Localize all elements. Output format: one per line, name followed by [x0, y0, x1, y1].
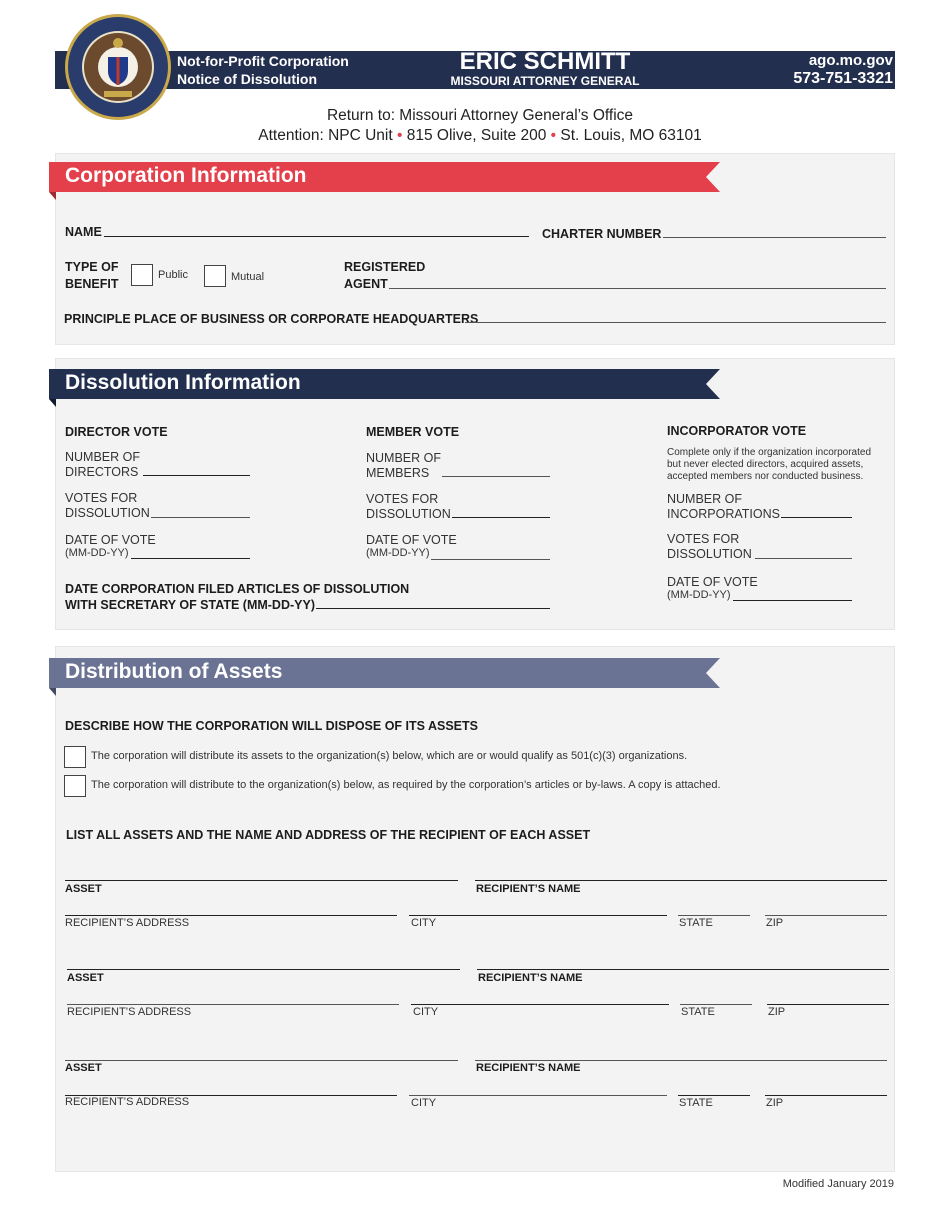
director-votes-for-label-2: DISSOLUTION [65, 506, 150, 520]
name-label: NAME [65, 225, 102, 239]
headquarters-label: PRINCIPLE PLACE OF BUSINESS OR CORPORATE HEADQUARTERS [64, 312, 479, 326]
num-directors-label-1: NUMBER OF [65, 450, 140, 464]
recipient-address-label: RECIPIENT’S ADDRESS [65, 917, 190, 929]
return-address-line [0, 127, 950, 145]
type-of-benefit-label-1: TYPE OF [65, 260, 119, 274]
public-label: Public [158, 269, 188, 281]
num-directors-field[interactable] [143, 475, 250, 476]
city-field[interactable] [409, 1095, 667, 1096]
num-members-field[interactable] [442, 476, 550, 477]
num-directors-label-2: DIRECTORS [65, 465, 139, 479]
member-vote-heading: MEMBER VOTE [366, 425, 460, 439]
street-address: 815 Olive, Suite 200 [406, 127, 547, 144]
mutual-checkbox[interactable] [204, 265, 226, 287]
state-field[interactable] [678, 915, 750, 916]
state-field[interactable] [680, 1004, 752, 1005]
form-title-line1: Not-for-Profit Corporation [177, 53, 349, 69]
form-title-line2: Notice of Dissolution [177, 71, 317, 87]
asset-label: ASSET [67, 972, 104, 984]
incorporator-vote-heading: INCORPORATOR VOTE [667, 424, 807, 438]
inc-votes-for-field[interactable] [755, 558, 852, 559]
charter-number-field[interactable] [663, 237, 886, 238]
recipient-name-label: RECIPIENT’S NAME [476, 883, 581, 895]
option-501c3-checkbox[interactable] [64, 746, 86, 768]
incorporator-note-1: Complete only if the organization incorporated [667, 447, 872, 458]
member-date-field[interactable] [431, 559, 550, 560]
charter-number-label: CHARTER NUMBER [542, 227, 662, 241]
city-field[interactable] [409, 915, 667, 916]
public-checkbox[interactable] [131, 264, 153, 286]
asset-label: ASSET [65, 1062, 102, 1074]
recipient-address-field[interactable] [65, 915, 397, 916]
city-label: CITY [411, 917, 437, 929]
state-label: STATE [681, 1006, 715, 1018]
member-votes-for-field[interactable] [452, 517, 550, 518]
asset-field[interactable] [65, 880, 458, 881]
num-incorporations-label-1: NUMBER OF [667, 492, 742, 506]
assets-title: Distribution of Assets [65, 660, 283, 683]
director-vote-heading: DIRECTOR VOTE [65, 425, 168, 439]
inc-date-format: (MM-DD-YY) [667, 589, 731, 601]
asset-label: ASSET [65, 883, 102, 895]
zip-label: ZIP [768, 1006, 786, 1018]
registered-agent-label-1: REGISTERED [344, 260, 426, 274]
filed-date-label-1: DATE CORPORATION FILED ARTICLES OF DISSOLUTION [65, 582, 410, 596]
phone: 573-751-3321 [793, 70, 893, 87]
zip-field[interactable] [765, 915, 887, 916]
city-state-zip: St. Louis, MO 63101 [560, 127, 702, 144]
director-votes-for-field[interactable] [151, 517, 250, 518]
recipient-name-label: RECIPIENT’S NAME [476, 1062, 581, 1074]
recipient-address-label: RECIPIENT’S ADDRESS [65, 1096, 190, 1108]
option-bylaws-checkbox[interactable] [64, 775, 86, 797]
director-votes-for-label-1: VOTES FOR [65, 491, 138, 505]
member-votes-for-label-2: DISSOLUTION [366, 507, 451, 521]
attention: Attention: NPC Unit [258, 127, 393, 144]
type-of-benefit-label-2: BENEFIT [65, 277, 119, 291]
incorporator-note-2: but never elected directors, acquired assets, [667, 459, 864, 470]
option-bylaws-label: The corporation will distribute to the organization(s) below, as required by the corporation’s articles or by-laws. A copy is attached. [91, 779, 721, 791]
num-members-label-1: NUMBER OF [366, 451, 441, 465]
corporation-banner [49, 162, 720, 192]
recipient-name-label: RECIPIENT’S NAME [478, 972, 583, 984]
member-date-format: (MM-DD-YY) [366, 547, 430, 559]
inc-date-label: DATE OF VOTE [667, 575, 758, 589]
headquarters-field[interactable] [465, 322, 886, 323]
dissolution-title: Dissolution Information [65, 371, 301, 394]
official-office: MISSOURI ATTORNEY GENERAL [450, 74, 640, 88]
director-date-label: DATE OF VOTE [65, 533, 156, 547]
list-assets-heading: LIST ALL ASSETS AND THE NAME AND ADDRESS OF THE RECIPIENT OF EACH ASSET [66, 828, 591, 842]
describe-heading: DESCRIBE HOW THE CORPORATION WILL DISPOSE OF ITS ASSETS [65, 719, 478, 733]
option-501c3-label: The corporation will distribute its assets to the organization(s) below, which are or would qualify as 501(c)(3) organizations. [91, 750, 688, 762]
member-votes-for-label-1: VOTES FOR [366, 492, 439, 506]
zip-label: ZIP [766, 1097, 784, 1109]
state-label: STATE [679, 917, 713, 929]
registered-agent-field[interactable] [389, 288, 886, 289]
state-label: STATE [679, 1097, 713, 1109]
asset-field[interactable] [65, 1060, 458, 1061]
recipient-address-label: RECIPIENT’S ADDRESS [67, 1006, 192, 1018]
state-field[interactable] [678, 1095, 750, 1096]
website: ago.mo.gov [808, 52, 893, 69]
bullet-2: • [550, 127, 557, 144]
member-date-label: DATE OF VOTE [366, 533, 457, 547]
registered-agent-label-2: AGENT [344, 277, 388, 291]
director-date-field[interactable] [131, 558, 250, 559]
inc-votes-for-label-1: VOTES FOR [667, 532, 740, 546]
corporation-title: Corporation Information [65, 164, 307, 187]
num-members-label-2: MEMBERS [366, 466, 430, 480]
zip-field[interactable] [765, 1095, 887, 1096]
num-incorporations-label-2: INCORPORATIONS [667, 507, 780, 521]
city-label: CITY [413, 1006, 439, 1018]
filed-date-field[interactable] [316, 608, 550, 609]
zip-label: ZIP [766, 917, 784, 929]
dissolution-banner [49, 369, 720, 399]
official-name: ERIC SCHMITT [459, 48, 631, 75]
return-to-line: Return to: Missouri Attorney General’s Office [326, 107, 634, 124]
recipient-address-field[interactable] [67, 1004, 399, 1005]
city-field[interactable] [411, 1004, 669, 1005]
city-label: CITY [411, 1097, 437, 1109]
incorporator-note-3: accepted members nor conducted business. [667, 471, 864, 482]
assets-banner [49, 658, 720, 688]
mutual-label: Mutual [231, 271, 265, 283]
asset-field[interactable] [67, 969, 460, 970]
num-incorporations-field[interactable] [781, 517, 852, 518]
bullet-1: • [397, 127, 403, 144]
zip-field[interactable] [767, 1004, 889, 1005]
inc-date-field[interactable] [733, 600, 852, 601]
modified-date: Modified January 2019 [782, 1178, 894, 1190]
director-date-format: (MM-DD-YY) [65, 547, 129, 559]
inc-votes-for-label-2: DISSOLUTION [667, 547, 752, 561]
name-field[interactable] [104, 236, 529, 237]
filed-date-label-2: WITH SECRETARY OF STATE (MM-DD-YY) [65, 598, 315, 612]
